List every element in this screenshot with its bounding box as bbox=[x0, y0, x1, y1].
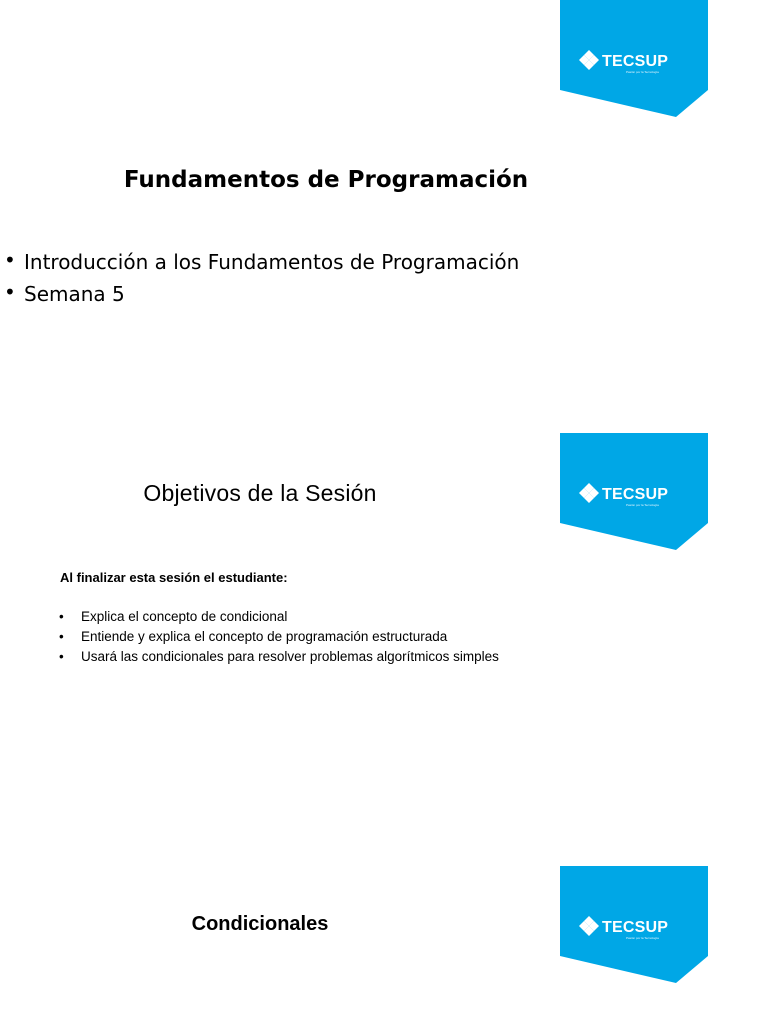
objectives-intro: Al finalizar esta sesión el estudiante: bbox=[60, 570, 288, 585]
svg-text:TECSUP: TECSUP bbox=[602, 486, 669, 503]
slide-title: Objetivos de la Sesión bbox=[143, 480, 377, 506]
bullet-icon: • bbox=[59, 649, 64, 664]
svg-text:TECSUP: TECSUP bbox=[602, 53, 669, 70]
svg-text:TECSUP: TECSUP bbox=[602, 919, 669, 936]
list-item: • Semana 5 bbox=[4, 280, 125, 306]
bullet-icon: • bbox=[59, 629, 64, 644]
tecsup-logo-banner bbox=[560, 0, 708, 118]
svg-text:Pasión por la Tecnología: Pasión por la Tecnología bbox=[626, 503, 659, 507]
list-item: • Usará las condicionales para resolver problemas algorítmicos simples bbox=[57, 647, 499, 667]
slide-2 bbox=[0, 433, 768, 833]
svg-text:Pasión por la Tecnología: Pasión por la Tecnología bbox=[626, 936, 659, 940]
tecsup-logo-icon bbox=[560, 433, 708, 551]
slide-title: Fundamentos de Programación bbox=[123, 167, 529, 193]
slide-3 bbox=[0, 866, 768, 1024]
list-item: • Entiende y explica el concepto de programación estructurada bbox=[57, 627, 499, 647]
bullet-icon: • bbox=[4, 280, 16, 304]
list-item: • Explica el concepto de condicional bbox=[57, 607, 499, 627]
slide-title: Condicionales bbox=[191, 913, 329, 935]
tecsup-logo-icon bbox=[560, 0, 708, 118]
tecsup-logo-banner bbox=[560, 866, 708, 984]
bullet-icon: • bbox=[4, 248, 16, 272]
bullet-list bbox=[0, 248, 520, 312]
slide-1 bbox=[0, 0, 768, 400]
objectives-list bbox=[57, 607, 499, 667]
svg-text:Pasión por la Tecnología: Pasión por la Tecnología bbox=[626, 70, 659, 74]
list-item: • Introducción a los Fundamentos de Programación bbox=[4, 248, 520, 274]
bullet-icon: • bbox=[59, 609, 64, 624]
tecsup-logo-banner bbox=[560, 433, 708, 551]
tecsup-logo-icon bbox=[560, 866, 708, 984]
